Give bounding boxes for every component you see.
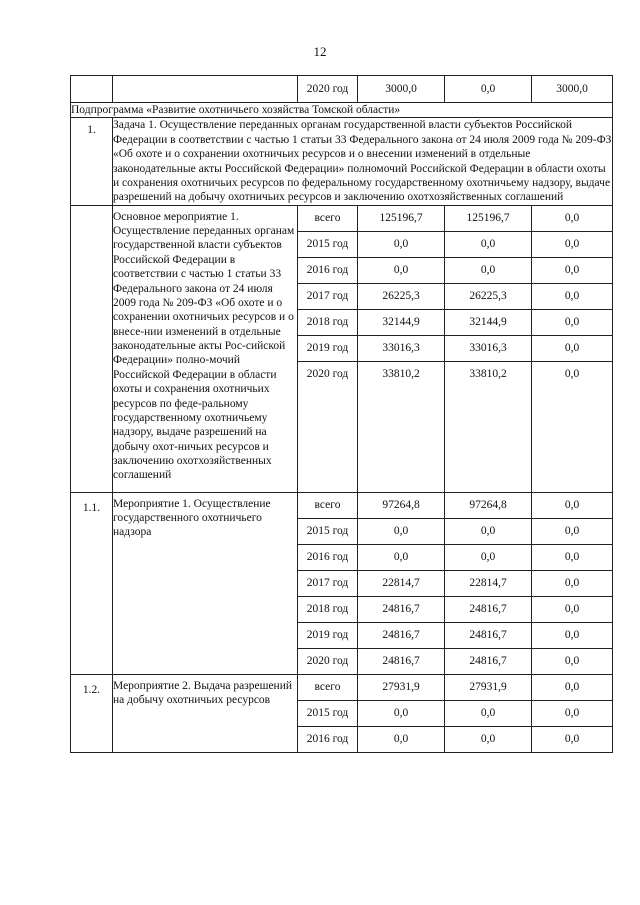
year-cell: 2020 год [298,76,358,103]
year-cell: 2018 год [298,309,358,335]
activity-1-block [71,492,613,674]
value-cell: 27931,9 [358,674,445,700]
value-cell: 0,0 [532,674,613,700]
table-row [71,205,613,231]
value-cell: 0,0 [445,231,532,257]
value-cell: 0,0 [358,700,445,726]
year-cell: 2019 год [298,622,358,648]
task-number: 1. [71,118,113,205]
row-number: 1.2. [71,674,113,752]
value-cell: 0,0 [532,205,613,231]
value-cell: 0,0 [532,544,613,570]
description-cell [113,76,298,103]
value-cell: 22814,7 [358,570,445,596]
page-number: 12 [313,44,327,59]
year-cell: всего [298,674,358,700]
task-row [71,118,613,205]
year-cell: 2016 год [298,257,358,283]
value-cell: 0,0 [532,700,613,726]
main-activity-block [71,205,613,492]
activity-2-block [71,674,613,752]
value-cell: 0,0 [358,257,445,283]
value-cell: 0,0 [532,726,613,752]
value-cell: 0,0 [532,648,613,674]
value-cell: 0,0 [358,544,445,570]
value-cell: 0,0 [445,726,532,752]
value-cell: 33016,3 [445,335,532,361]
value-cell: 33810,2 [445,361,532,492]
value-cell: 3000,0 [532,76,613,103]
year-cell: всего [298,492,358,518]
value-cell: 32144,9 [358,309,445,335]
value-cell: 24816,7 [358,648,445,674]
value-cell: 97264,8 [445,492,532,518]
value-cell: 125196,7 [358,205,445,231]
value-cell: 22814,7 [445,570,532,596]
year-cell: 2016 год [298,544,358,570]
value-cell: 0,0 [358,231,445,257]
year-cell: всего [298,205,358,231]
value-cell: 0,0 [532,335,613,361]
value-cell: 0,0 [445,700,532,726]
value-cell: 24816,7 [358,622,445,648]
subprogram-row [71,103,613,118]
activity-description: Мероприятие 1. Осуществление государственного охотничьего надзора [113,492,298,674]
table-row [71,674,613,700]
value-cell: 0,0 [532,570,613,596]
table-row [71,492,613,518]
value-cell: 0,0 [532,361,613,492]
value-cell: 125196,7 [445,205,532,231]
year-cell: 2015 год [298,231,358,257]
value-cell: 33810,2 [358,361,445,492]
year-cell: 2018 год [298,596,358,622]
value-cell: 24816,7 [445,596,532,622]
number-cell [71,76,113,103]
value-cell: 0,0 [358,518,445,544]
activity-description: Мероприятие 2. Выдача разрешений на добычу охотничьих ресурсов [113,674,298,752]
value-cell: 26225,3 [358,283,445,309]
value-cell: 97264,8 [358,492,445,518]
value-cell: 0,0 [532,492,613,518]
value-cell: 24816,7 [358,596,445,622]
year-cell: 2016 год [298,726,358,752]
value-cell: 24816,7 [445,648,532,674]
value-cell: 0,0 [445,76,532,103]
value-cell: 3000,0 [358,76,445,103]
year-cell: 2017 год [298,570,358,596]
year-cell: 2019 год [298,335,358,361]
value-cell: 0,0 [445,257,532,283]
value-cell: 0,0 [532,309,613,335]
value-cell: 24816,7 [445,622,532,648]
value-cell: 32144,9 [445,309,532,335]
value-cell: 0,0 [532,622,613,648]
row-number [71,205,113,492]
table-row [71,76,613,103]
value-cell: 33016,3 [358,335,445,361]
year-cell: 2015 год [298,700,358,726]
value-cell: 0,0 [358,726,445,752]
value-cell: 0,0 [532,257,613,283]
activity-description: Основное мероприятие 1. Осуществление переданных органам государственной власти субъектов Российской Федерации в соответствии с частью 1 статьи 33 Федерального закона от 24 июля 2009 года № 209-ФЗ «Об охоте и о сохранении охотничьих ресурсов и о внесе-нии изменений в отдельные законодательные акты Рос-сийской Федерации» полно-мочий Российской Федерации в области охоты и сохранения охотничьих ресурсов по феде-ральному государственному охотничьему надзору, выдаче разрешений на добычу охот-ничьих ресурсов и заключению охотхозяйственных соглашений [113,205,298,492]
budget-table [70,75,613,753]
task-text: Задача 1. Осуществление переданных органам государственной власти субъектов Российской Федерации в соответствии с частью 1 статьи 33 Федерального закона от 24 июля 2009 года № 209-ФЗ «Об охоте и о сохранении охотничьих ресурсов и о внесении изменений в отдельные законодательные акты Российской Федерации» полномочий Российской Федерации в области охоты и сохранения охотничьих ресурсов по федеральному государственному охотничьему надзору, выдаче разрешений на добычу охотничьих ресурсов и заключению охотхозяйственных соглашений [113,119,612,204]
row-number: 1.1. [71,492,113,674]
year-cell: 2015 год [298,518,358,544]
value-cell: 0,0 [445,518,532,544]
value-cell: 0,0 [532,596,613,622]
value-cell: 0,0 [532,231,613,257]
value-cell: 0,0 [532,518,613,544]
year-cell: 2017 год [298,283,358,309]
year-cell: 2020 год [298,361,358,492]
value-cell: 0,0 [532,283,613,309]
year-cell: 2020 год [298,648,358,674]
subprogram-title: Подпрограмма «Развитие охотничьего хозяйства Томской области» [71,103,613,118]
value-cell: 26225,3 [445,283,532,309]
value-cell: 27931,9 [445,674,532,700]
value-cell: 0,0 [445,544,532,570]
